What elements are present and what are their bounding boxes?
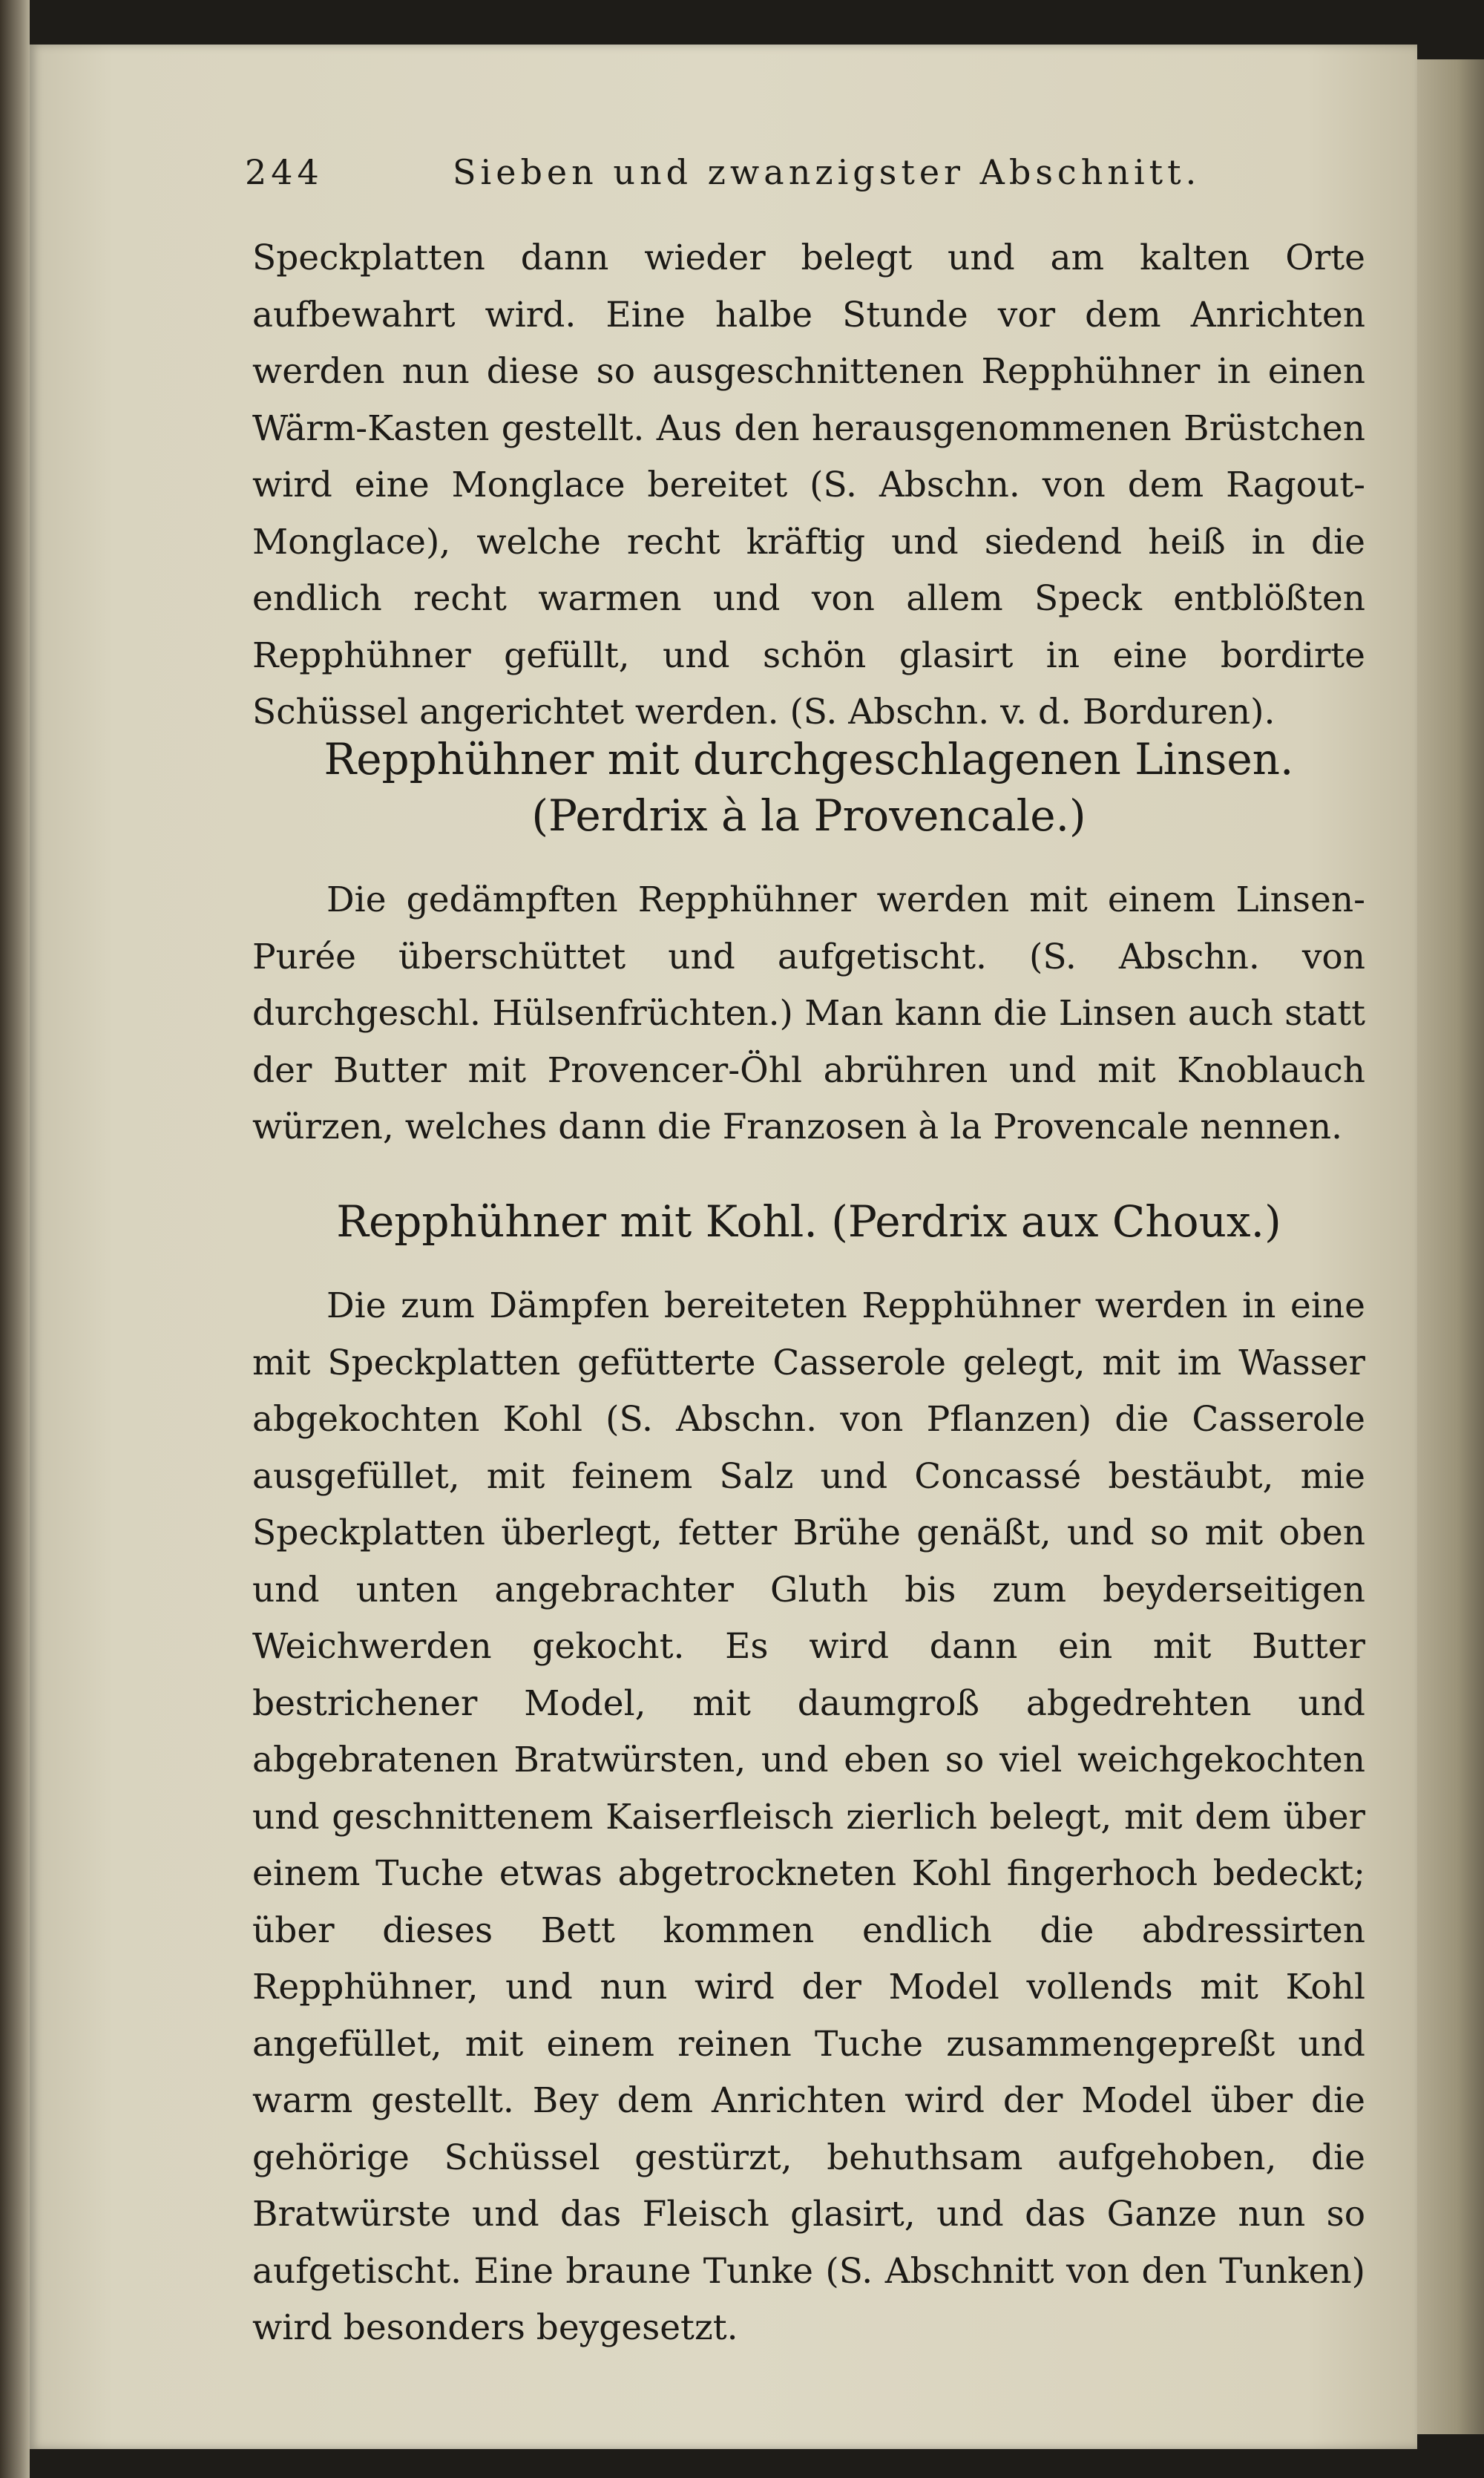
section-body-kohl-block xyxy=(252,1278,1365,2357)
page-number: 244 xyxy=(245,152,324,192)
intro-paragraph-block xyxy=(252,230,1365,741)
section-body-linsen-block xyxy=(252,872,1365,1156)
book-spine-edge xyxy=(0,0,30,2478)
section-heading-kohl: Repphühner mit Kohl. (Perdrix aux Choux.) xyxy=(336,1196,1281,1247)
intro-paragraph: Speckplatten dann wieder belegt und am kalten Orte aufbewahrt wird. Eine halbe Stunde vor dem Anrichten werden nun diese so ausgeschnittenen Repphühner in einen Wärm-Kasten gestellt. Aus den herausgenommenen Brüstchen wird eine Monglace bereitet (S. Abschn. von dem Ragout-Monglace), welche recht kräftig und siedend heiß in die endlich recht warmen und von allem Speck entblößten Repphühner gefüllt, und schön glasirt in eine bordirte Schüssel angerichtet werden. (S. Abschn. v. d. Borduren). xyxy=(252,237,1365,732)
page-edge-right xyxy=(1417,59,1484,2434)
section-body-kohl: Die zum Dämpfen bereiteten Repphühner werden in eine mit Speckplatten gefütterte Casserole gelegt, mit im Wasser abgekochten Kohl (S. Abschn. von Pflanzen) die Casserole ausgefüllet, mit feinem Salz und Concassé bestäubt, mie Speckplatten überlegt, fetter Brühe genäßt, und so mit oben und unten angebrachter Gluth bis zum beyderseitigen Weichwerden gekocht. Es wird dann ein mit Butter bestrichener Model, mit daumgroß abgedrehten und abgebratenen Bratwürsten, und eben so viel weichgekochten und geschnittenem Kaiserfleisch zierlich belegt, mit dem über einem Tuche etwas abgetrockneten Kohl fingerhoch bedeckt; über dieses Bett kommen endlich die abdressirten Repphühner, und nun wird der Model vollends mit Kohl angefüllet, mit einem reinen Tuche zusammengepreßt und warm gestellt. Bey dem Anrichten wird der Model über die gehörige Schüssel gestürzt, behuthsam aufgehoben, die Bratwürste und das Fleisch glasirt, und das Ganze nun so aufgetischt. Eine braune Tunke (S. Abschnitt von den Tunken) wird besonders beygesetzt. xyxy=(252,1285,1365,2348)
section-body-linsen: Die gedämpften Repphühner werden mit einem Linsen-Purée überschüttet und aufgetischt. (S. Abschn. von durchgeschl. Hülsenfrüchten.) Man kann die Linsen auch statt der Butter mit Provencer-Öhl abrühren und mit Knoblauch würzen, welches dann die Franzosen à la Provencale nennen. xyxy=(252,879,1365,1147)
section-heading-linsen: Repphühner mit durchgeschlagenen Linsen. (Perdrix à la Provencale.) xyxy=(324,734,1294,841)
running-title: Sieben und zwanzigster Abschnitt. xyxy=(453,152,1201,192)
